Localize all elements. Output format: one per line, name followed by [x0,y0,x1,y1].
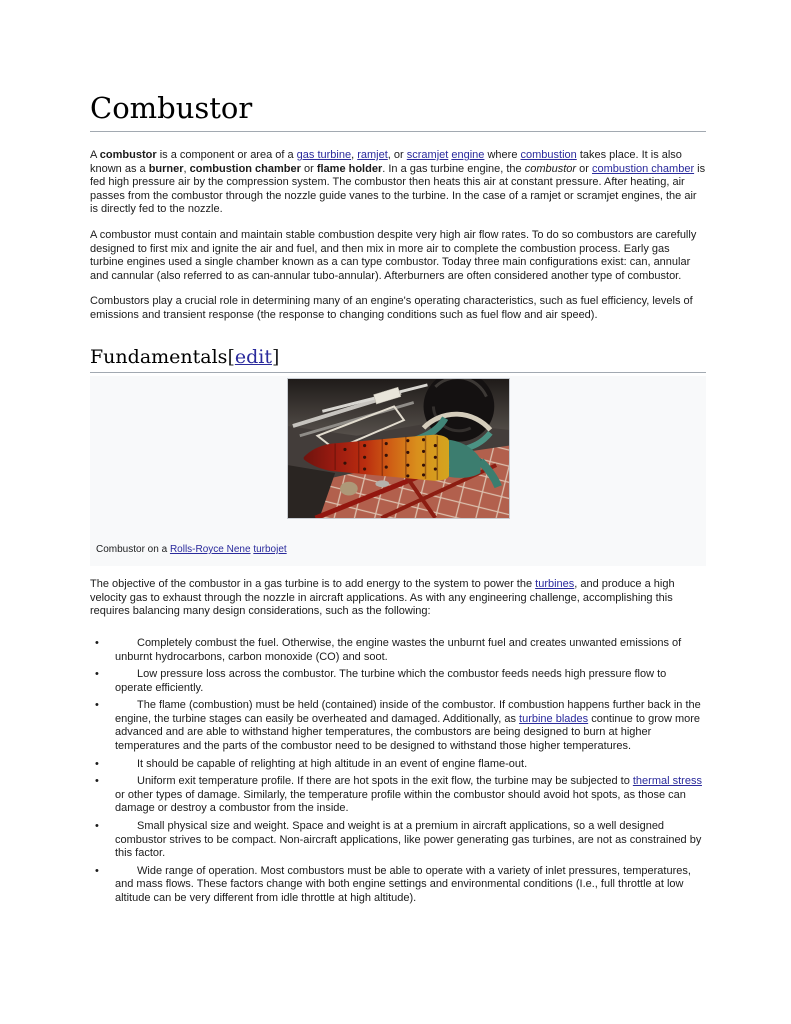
text-segment: , [183,162,190,175]
combustor-photo [96,378,700,524]
text-segment: or other types of damage. Similarly, the temperature profile within the combustor should avoid hot spots, as those can damage or destroy a combustor from the inside. [115,788,686,815]
list-item [90,758,706,772]
figure-caption [96,544,700,556]
objective-paragraph [90,578,706,619]
list-item [90,820,706,861]
list-item-text [115,758,706,772]
edit-bracket-open: [ [227,345,235,368]
text-segment: . In a gas turbine engine, the [382,162,525,175]
text-segment: Low pressure loss across the combustor. The turbine which the combustor feeds needs high pressure flow to operate efficiently. [115,668,667,694]
edit-bracket-close: ] [271,345,280,368]
list-item [90,637,706,664]
wiki-link[interactable]: scramjet [406,149,449,161]
wiki-link[interactable]: turbine blades [519,712,589,725]
wiki-link[interactable]: ramjet [357,149,388,161]
text-segment: It should be capable of relighting at high altitude in an event of engine flame-out. [137,757,528,770]
list-item-text [115,820,706,861]
fundamentals-heading [90,345,706,373]
list-item [90,668,706,695]
text-segment: The objective of the combustor in a gas turbine is to add energy to the system to power the [90,578,536,591]
wiki-link[interactable]: combustion chamber [592,162,695,175]
text-segment: combustion chamber [189,162,301,175]
text-segment: The flame (combustion) must be held (contained) inside of the combustor. If combustion happens further back in the engine, the turbine stages can easily be overheated and damaged. Additionally, as [115,699,701,725]
wiki-link[interactable]: engine [451,149,485,161]
text-segment: burner [148,162,184,175]
text-segment: A combustor must contain and maintain stable combustion despite very high air flow rates. To do so combustors are carefully designed to first mix and ignite the air and fuel, and then mix in more air to complete the combustion process. Early gas turbine engines used a single chamber known as a can type combustor. Today three main configurations exist: can, annular and cannular (also referred to as can-annular tubo-annular). Afterburners are often considered another type of combustor. [90,228,697,282]
text-segment: or [300,162,317,175]
list-item-text [115,668,706,695]
wiki-link[interactable]: Rolls-Royce Nene [169,544,251,556]
text-segment: Combustor on a [96,544,170,556]
list-item [90,775,706,816]
text-segment: , and produce a high velocity gas to exhaust through the nozzle in aircraft applications. As with any engineering challenge, accomplishing this requires balancing many design considerations, such as the following: [90,578,675,618]
text-segment: Wide range of operation. Most combustors must be able to operate with a variety of inlet pressures, temperatures, and mass flows. These factors change with both engine settings and environmental conditions (I.e., full throttle at low altitude can be very different from idle throttle at high altitude). [115,864,691,904]
list-item [90,699,706,753]
text-segment: takes place. It is also known as a [90,149,682,175]
text-segment: or [576,162,592,175]
text-segment: continue to grow more advanced and are able to withstand higher temperatures, the combustors are being designed to burn at higher temperatures and the parts of the combustor need to be designed to withstand those higher temperatures. [115,712,701,753]
text-segment: Combustors play a crucial role in determining many of an engine's operating characteristics, such as fuel efficiency, levels of emissions and transient response (the response to changing conditions such as fuel flow and air speed). [90,295,693,321]
text-segment: combustor [524,162,577,175]
wiki-link[interactable]: turbines [535,578,575,591]
combustor-figure [90,376,706,567]
list-item-text [115,775,706,816]
text-segment: where [484,149,521,161]
text-segment: Small physical size and weight. Space and weight is at a premium in aircraft applications, so a well designed combustor strives to be compact. Non-aircraft applications, like power generating gas turbines, are not as constrained by this factor. [115,820,702,860]
list-item-text [115,865,706,906]
page-title: Combustor [90,90,706,132]
wiki-link[interactable]: thermal stress [632,775,702,788]
intro-paragraph [90,149,706,217]
text-segment: Uniform exit temperature profile. If there are hot spots in the exit flow, the turbine may be subjected to [137,775,633,788]
fundamentals-heading-text: Fundamentals [90,345,228,368]
text-segment: , or [387,149,407,161]
text-segment: , [351,149,358,161]
text-segment: flame holder [316,162,383,175]
combustor-photo-image [287,378,510,519]
design-considerations-list [90,637,706,906]
wiki-link[interactable]: gas turbine [296,149,352,161]
wiki-link[interactable]: turbojet [253,544,287,556]
text-segment: combustor [99,149,157,161]
text-segment: is fed high pressure air by the compression system. The combustor then heats this air at constant pressure. After heating, air passes from the combustor through the nozzle guide vanes to the turbine. In the case of a ramjet or scramjet engines, the air is directly fed to the nozzle. [90,162,706,216]
characteristics-paragraph [90,295,706,322]
text-segment: A [90,149,100,161]
edit-link[interactable]: edit [234,345,272,368]
list-item [90,865,706,906]
stability-paragraph [90,229,706,283]
text-segment: Completely combust the fuel. Otherwise, the engine wastes the unburnt fuel and creates unwanted emissions of unburnt hydrocarbons, carbon monoxide (CO) and soot. [115,636,682,663]
text-segment: is a component or area of a [156,149,297,161]
wiki-link[interactable]: combustion [520,149,577,161]
list-item-text [115,699,706,753]
list-item-text [115,637,706,664]
